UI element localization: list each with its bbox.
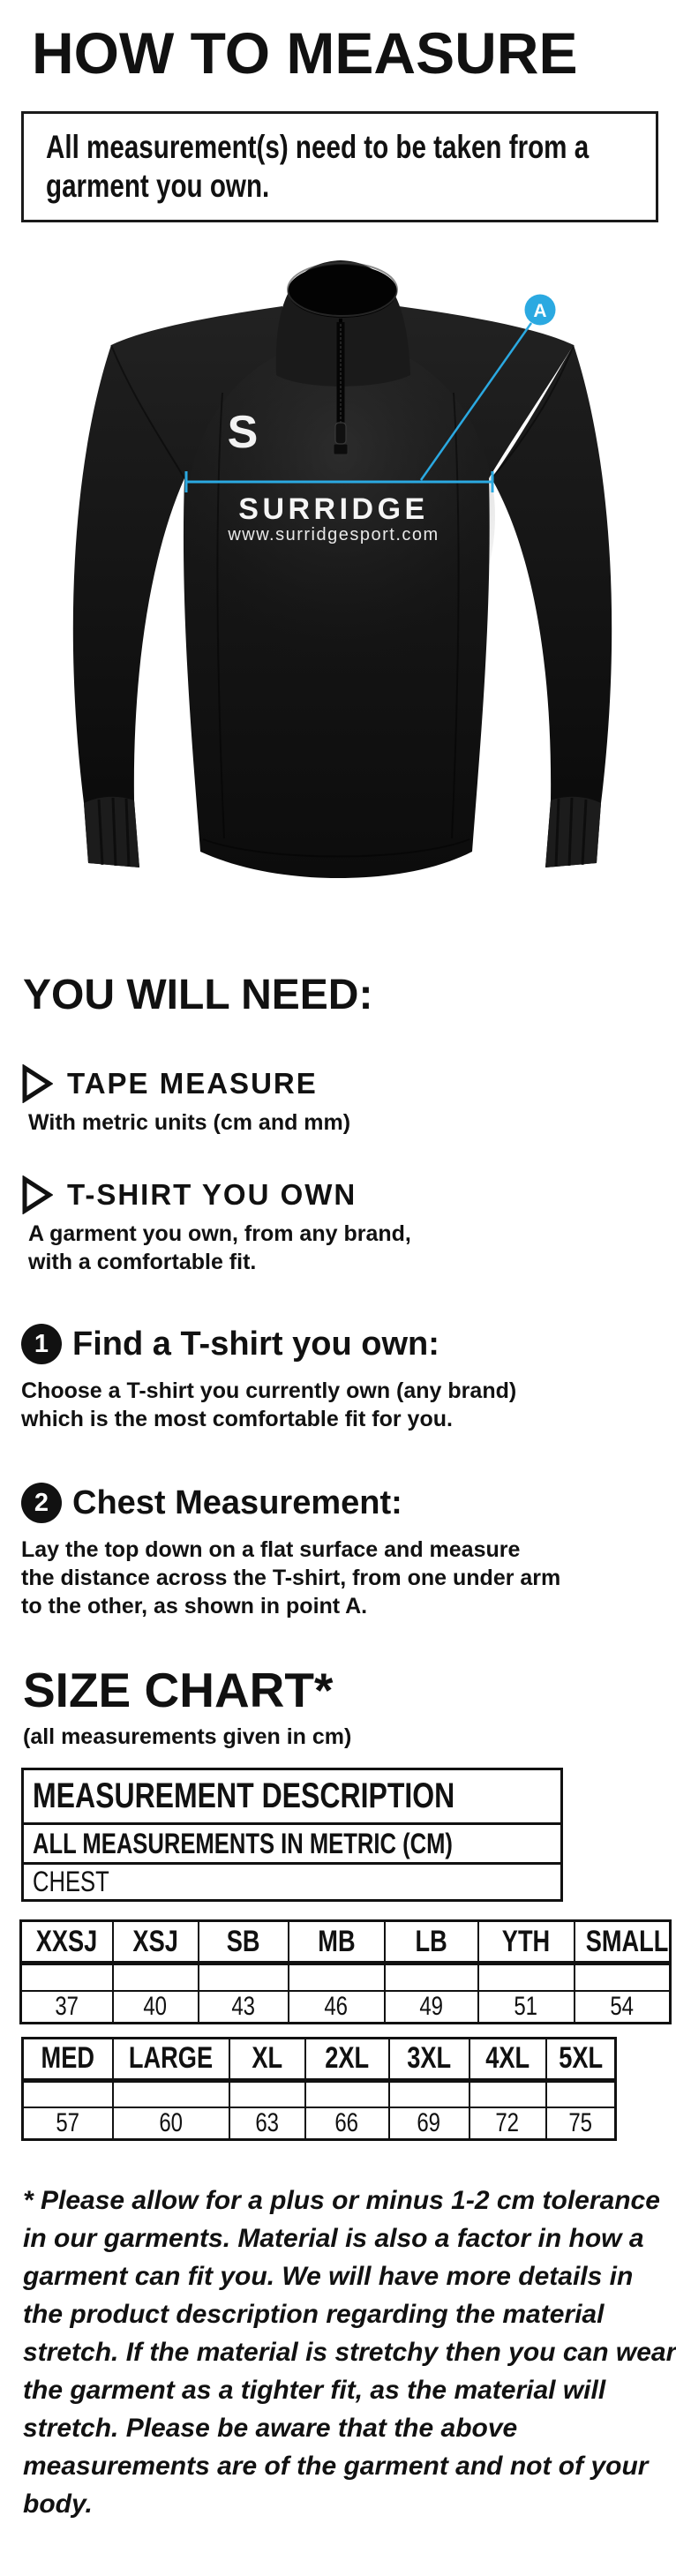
point-a-label: A <box>533 301 547 321</box>
step-title: Find a T-shirt you own: <box>72 1325 439 1363</box>
measurement-description-header: MEASUREMENT DESCRIPTION <box>33 1776 455 1815</box>
size-cell: 4XL <box>469 2038 546 2080</box>
value-cell: 43 <box>199 1991 289 2024</box>
step-1 <box>21 1324 676 1433</box>
step-2 <box>21 1483 676 1620</box>
step-title: Chest Measurement: <box>72 1483 402 1521</box>
notice-box <box>21 111 658 222</box>
value-cell: 57 <box>23 2107 113 2140</box>
size-cell: XSJ <box>113 1921 199 1964</box>
size-cell: SB <box>199 1921 289 1964</box>
size-cell: XL <box>229 2038 305 2080</box>
size-cell: LARGE <box>113 2038 229 2080</box>
brand-logo-text: SURRIDGE <box>238 492 429 526</box>
need-item-title: T-SHIRT YOU OWN <box>67 1178 357 1211</box>
need-item-tape-measure <box>21 1064 676 1137</box>
garment-right-cuff <box>545 797 601 867</box>
value-cell: 72 <box>469 2107 546 2140</box>
need-item-tshirt <box>21 1175 676 1276</box>
size-cell: 5XL <box>546 2038 616 2080</box>
size-cell: SMALL <box>575 1921 671 1964</box>
size-cell: 3XL <box>389 2038 469 2080</box>
value-cell: 63 <box>229 2107 305 2140</box>
size-cell: MB <box>289 1921 385 1964</box>
size-header-row <box>21 1921 671 1964</box>
triangle-bullet-icon <box>21 1175 53 1214</box>
brand-url-text: www.surridgesport.com <box>228 525 439 544</box>
chest-values-row <box>21 1991 671 2024</box>
page-title: HOW TO MEASURE <box>32 20 578 86</box>
chest-values-row <box>23 2107 616 2140</box>
size-cell: MED <box>23 2038 113 2080</box>
collar-opening <box>288 265 397 318</box>
value-cell: 54 <box>575 1991 671 2024</box>
value-cell: 51 <box>478 1991 575 2024</box>
spacer-row <box>21 1964 671 1991</box>
measurement-description-table <box>21 1768 563 1902</box>
table-row <box>23 1769 562 1824</box>
spacer-row <box>23 2080 616 2107</box>
step-number-badge: 2 <box>21 1483 62 1523</box>
value-cell: 49 <box>385 1991 478 2024</box>
triangle-bullet-icon <box>21 1064 53 1103</box>
value-cell: 75 <box>546 2107 616 2140</box>
need-item-description: With metric units (cm and mm) <box>28 1110 351 1135</box>
value-cell: 37 <box>21 1991 113 2024</box>
you-will-need-heading: YOU WILL NEED: <box>23 972 373 1018</box>
size-cell: XXSJ <box>21 1921 113 1964</box>
value-cell: 69 <box>389 2107 469 2140</box>
table-row <box>23 1864 562 1901</box>
size-table-adult <box>21 2037 617 2142</box>
size-chart-heading: SIZE CHART* <box>23 1663 334 1717</box>
step-number-badge: 1 <box>21 1324 62 1364</box>
need-item-description: A garment you own, from any brand, with a comfortable fit. <box>28 1221 411 1274</box>
zipper-pull <box>335 423 346 444</box>
notice-text: All measurement(s) need to be taken from a garment you own. <box>46 129 590 204</box>
tolerance-footnote: * Please allow for a plus or minus 1-2 cm tolerance in our garments. Material is also a factor in how a garment can fit you. We will have more details in the product description regarding the material stretch. If the material is stretchy then you can wear the garment as a tighter fit, as the material will stretch. Please be aware that the above measurements are of the garment and not of your body. <box>23 2186 676 2519</box>
size-cell: LB <box>385 1921 478 1964</box>
surridge-s-logo: S <box>227 407 259 458</box>
need-item-title: TAPE MEASURE <box>67 1067 318 1100</box>
value-cell: 40 <box>113 1991 199 2024</box>
size-table-junior-small <box>19 1919 672 2024</box>
size-cell: 2XL <box>305 2038 389 2080</box>
value-cell: 66 <box>305 2107 389 2140</box>
chest-row: CHEST <box>33 1866 109 1897</box>
garment-left-cuff <box>84 797 139 867</box>
garment-figure <box>0 252 676 896</box>
size-chart-subheading: (all measurements given in cm) <box>23 1724 352 1749</box>
value-cell: 46 <box>289 1991 385 2024</box>
garment-illustration <box>0 252 676 896</box>
units-row: ALL MEASUREMENTS IN METRIC (CM) <box>33 1827 453 1859</box>
step-description: Lay the top down on a flat surface and measure the distance across the T-shirt, from one under arm to the other, as shown in point A. <box>21 1537 561 1618</box>
value-cell: 60 <box>113 2107 229 2140</box>
table-row <box>23 1824 562 1864</box>
size-cell: YTH <box>478 1921 575 1964</box>
size-header-row <box>23 2038 616 2080</box>
step-description: Choose a T-shirt you currently own (any brand) which is the most comfortable fit for you. <box>21 1378 517 1431</box>
